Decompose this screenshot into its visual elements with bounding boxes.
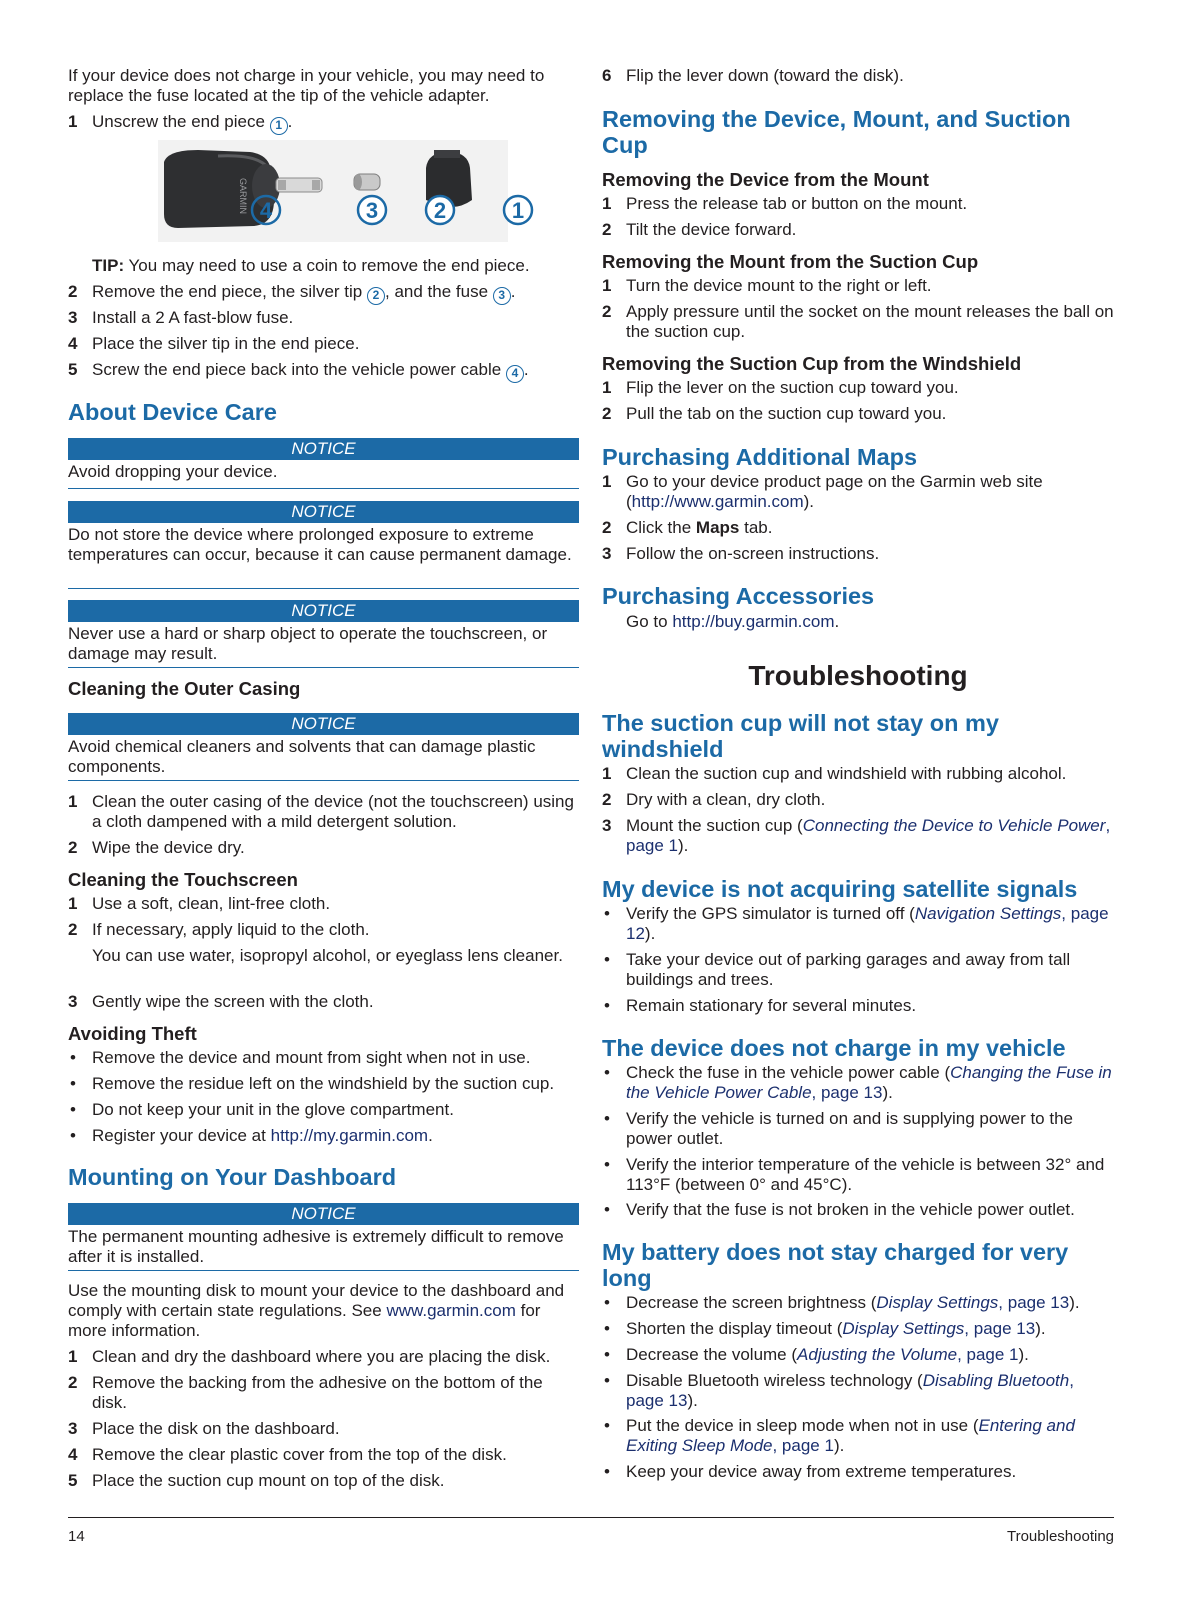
section-heading-dashboard: Mounting on Your Dashboard [68,1164,397,1190]
subheading-remove-device: Removing the Device from the Mount [602,169,929,190]
subheading-avoiding-theft: Avoiding Theft [68,1023,197,1044]
notice-banner: NOTICE [68,438,579,460]
section-heading-device-care: About Device Care [68,399,277,425]
cross-ref-link[interactable]: Connecting the Device to Vehicle Power [802,816,1106,835]
fuse-diagram [158,140,525,242]
tip-label: TIP: [92,256,125,275]
notice-banner: NOTICE [68,501,579,523]
callout-4: 4 [506,365,524,383]
cross-ref-link[interactable]: Display Settings [842,1319,965,1338]
notice-banner: NOTICE [68,1203,579,1225]
silver-tip-image [354,174,380,190]
intro-paragraph: If your device does not charge in your vehicle, you may need to replace the fuse located at the tip of the vehicle adapter. [68,66,545,105]
notice-banner: NOTICE [68,713,579,735]
chapter-title: Troubleshooting [748,660,968,691]
garmin-link[interactable]: www.garmin.com [386,1301,516,1320]
figure-callout-4: 4 [259,198,273,223]
tip-text: You may need to use a coin to remove the end piece. [128,256,530,275]
notice-text: Avoid dropping your device. [68,462,278,481]
subheading-outer-casing: Cleaning the Outer Casing [68,678,301,699]
brand-mark: GARMIN [238,178,248,214]
notice-divider [68,780,579,781]
notice-divider [68,1270,579,1271]
tip [92,256,579,276]
callout-2: 2 [367,287,385,305]
cross-ref-link[interactable]: Changing the Fuse in the Vehicle Power Cable [626,1063,1112,1102]
figure-callout-1: 1 [511,198,525,223]
step-text: Unscrew the end piece [92,112,265,131]
register-link[interactable]: http://my.garmin.com [270,1126,429,1145]
notice-banner: NOTICE [68,600,579,622]
notice-divider [68,488,579,489]
subheading-touchscreen: Cleaning the Touchscreen [68,869,298,890]
section-heading-satellite: My device is not acquiring satellite signals [602,876,1078,902]
cross-ref-link[interactable]: Navigation Settings [914,904,1062,923]
maps-tab-label: Maps [695,518,740,537]
callout-1: 1 [270,117,288,135]
section-heading-suction-cup: The suction cup will not stay on my windshield [602,710,999,762]
section-heading-battery: My battery does not stay charged for very long [602,1239,1069,1291]
notice-divider [68,588,579,589]
fuse-image [276,178,322,192]
subheading-remove-suction-cup: Removing the Suction Cup from the Windshield [602,353,1022,374]
footer-rule [68,1517,1114,1518]
section-heading-charge: The device does not charge in my vehicle [602,1035,1066,1061]
callout-3: 3 [493,287,511,305]
cross-ref-link[interactable]: Adjusting the Volume [797,1345,958,1364]
section-heading-accessories: Purchasing Accessories [602,583,875,609]
subheading-remove-mount: Removing the Mount from the Suction Cup [602,251,979,272]
footer-section: Troubleshooting [1006,1528,1114,1545]
section-heading-maps: Purchasing Additional Maps [602,444,918,470]
notice-text: The permanent mounting adhesive is extremely difficult to remove after it is installed. [68,1227,564,1266]
page-number: 14 [68,1528,85,1545]
cross-ref-link[interactable]: Entering and Exiting Sleep Mode [626,1416,1075,1455]
figure-callout-3: 3 [365,198,379,223]
notice-text: Never use a hard or sharp object to operate the touchscreen, or damage may result. [68,624,548,663]
garmin-web-link[interactable]: http://www.garmin.com [631,492,804,511]
dashboard-paragraph: Use the mounting disk to mount your device to the dashboard and comply with certain state regulations. See www.garmin.com for more information. [68,1281,565,1340]
figure-callout-2: 2 [433,198,447,223]
notice-divider [68,667,579,668]
notice-text: Avoid chemical cleaners and solvents that can damage plastic components. [68,737,536,776]
cross-ref-link[interactable]: Display Settings [876,1293,999,1312]
buy-garmin-link[interactable]: http://buy.garmin.com [672,612,835,631]
cross-ref-link[interactable]: Disabling Bluetooth [922,1371,1070,1390]
notice-text: Do not store the device where prolonged exposure to extreme temperatures can occur, because it can cause permanent damage. [68,525,572,564]
step-number: 1 [68,112,78,131]
section-heading-removing: Removing the Device, Mount, and Suction Cup [602,106,1071,158]
